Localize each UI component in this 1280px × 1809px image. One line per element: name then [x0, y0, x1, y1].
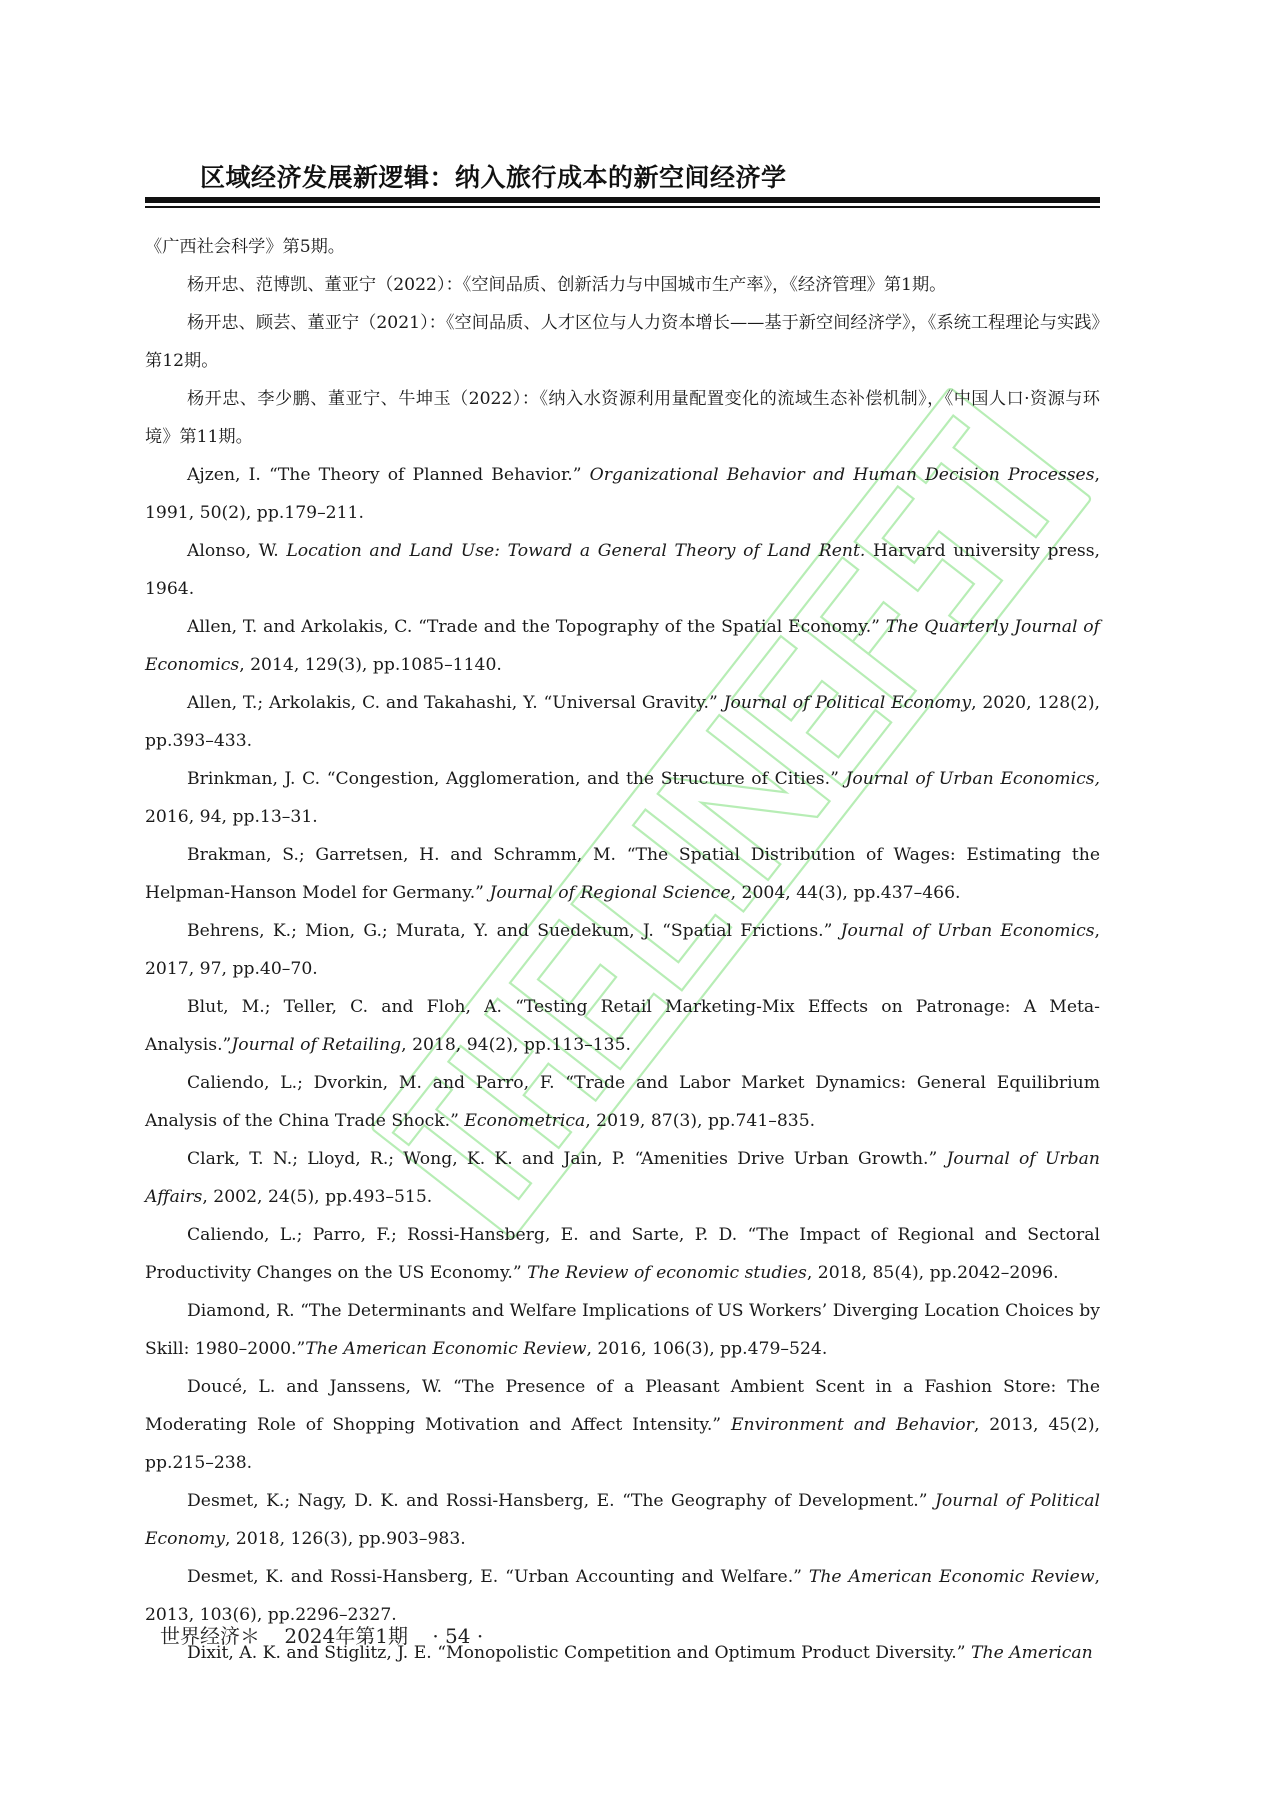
reference-entry [145, 456, 1100, 532]
reference-authors-title: Blut, M.; Teller, C. and Floh, A. “Testing Retail Marketing-Mix Effects on Patronage: A Meta-Analysis.” [145, 997, 1100, 1055]
reference-entry [145, 608, 1100, 684]
reference-authors-title: Desmet, K. and Rossi-Hansberg, E. “Urban Accounting and Welfare.” [187, 1567, 809, 1587]
reference-authors-title: Behrens, K.; Mion, G.; Murata, Y. and Suedekum, J. “Spatial Frictions.” [187, 921, 841, 941]
reference-entry [145, 684, 1100, 760]
reference-entry [145, 266, 1100, 304]
reference-source: Journal of Urban Economics, [845, 769, 1100, 789]
reference-details: , 2020, 128(2), pp.393–433. [145, 693, 1100, 751]
reference-entry [145, 532, 1100, 608]
reference-source: Journal of Regional Science [489, 883, 731, 903]
reference-source: The American [971, 1643, 1093, 1663]
reference-entry [145, 1216, 1100, 1292]
reference-authors-title: Alonso, W. [187, 541, 287, 561]
footer-page-number: · 54 · [432, 1624, 484, 1648]
reference-authors-title: Clark, T. N.; Lloyd, R.; Wong, K. K. and Jain, P. “Amenities Drive Urban Growth.” [187, 1149, 947, 1169]
reference-entry [145, 1064, 1100, 1140]
reference-authors-title: Caliendo, L.; Dvorkin, M. and Parro, F. “Trade and Labor Market Dynamics: General Equilibrium Analysis of the China Trade Shock.” [145, 1073, 1100, 1131]
reference-source: Journal of Retailing [231, 1035, 402, 1055]
reference-authors-title: Caliendo, L.; Parro, F.; Rossi-Hansberg, E. and Sarte, P. D. “The Impact of Regional and Sectoral Productivity Changes on the US Economy.” [145, 1225, 1100, 1283]
reference-list [145, 228, 1100, 1672]
reference-entry [145, 228, 1100, 266]
reference-source: Organizational Behavior and Human Decision Processes [589, 465, 1095, 485]
reference-authors-title: Desmet, K.; Nagy, D. K. and Rossi-Hansberg, E. “The Geography of Development.” [187, 1491, 936, 1511]
reference-details: , 2002, 24(5), pp.493–515. [202, 1187, 433, 1207]
reference-details: , 2019, 87(3), pp.741–835. [585, 1111, 816, 1131]
reference-source: Journal of Political Economy [145, 1491, 1100, 1549]
reference-source: Environment and Behavior [730, 1415, 974, 1435]
reference-entry [145, 304, 1100, 380]
reference-details: , 2018, 85(4), pp.2042–2096. [806, 1263, 1059, 1283]
reference-text: 杨开忠、李少鹏、董亚宁、牛坤玉（2022）：《纳入水资源利用量配置变化的流域生态补偿机制》，《中国人口·资源与环境》第11期。 [145, 389, 1100, 447]
reference-authors-title: Allen, T. and Arkolakis, C. “Trade and the Topography of the Spatial Economy.” [187, 617, 886, 637]
reference-details: , 2018, 94(2), pp.113–135. [401, 1035, 632, 1055]
reference-details: 2016, 94, pp.13–31. [145, 807, 318, 827]
reference-authors-title: Allen, T.; Arkolakis, C. and Takahashi, Y. “Universal Gravity.” [187, 693, 724, 713]
reference-details: , 2016, 106(3), pp.479–524. [586, 1339, 828, 1359]
page-footer [160, 1620, 501, 1649]
reference-details: , 2017, 97, pp.40–70. [145, 921, 1100, 979]
reference-text: 杨开忠、范博凯、董亚宁（2022）：《空间品质、创新活力与中国城市生产率》，《经济管理》第1期。 [187, 275, 947, 295]
reference-entry [145, 760, 1100, 836]
reference-authors-title: Ajzen, I. “The Theory of Planned Behavior.” [187, 465, 590, 485]
footer-issue: 2024年第1期 [284, 1624, 408, 1648]
reference-details: , 2013, 103(6), pp.2296–2327. [145, 1567, 1100, 1625]
reference-text: 杨开忠、顾芸、董亚宁（2021）：《空间品质、人才区位与人力资本增长——基于新空间经济学》，《系统工程理论与实践》第12期。 [145, 313, 1100, 371]
reference-entry [145, 912, 1100, 988]
reference-authors-title: Brakman, S.; Garretsen, H. and Schramm, M. “The Spatial Distribution of Wages: Estimating the Helpman-Hanson Model for Germany.” [145, 845, 1100, 903]
reference-entry [145, 836, 1100, 912]
reference-details: , 2014, 129(3), pp.1085–1140. [239, 655, 502, 675]
reference-details: , 1991, 50(2), pp.179–211. [145, 465, 1100, 523]
reference-entry [145, 1368, 1100, 1482]
reference-entry [145, 1292, 1100, 1368]
reference-source: The American Economic Review [305, 1339, 587, 1359]
reference-details: Harvard university press, 1964. [145, 541, 1101, 599]
reference-details: , 2018, 126(3), pp.903–983. [224, 1529, 466, 1549]
footer-journal: 世界经济＊ [160, 1624, 260, 1648]
reference-details: , 2013, 45(2), pp.215–238. [145, 1415, 1100, 1473]
reference-source: Journal of Urban Economics [840, 921, 1095, 941]
reference-entry [145, 380, 1100, 456]
reference-source: Journal of Political Economy [723, 693, 972, 713]
reference-source: The Quarterly Journal of Economics [145, 617, 1100, 675]
reference-source: The Review of economic studies [527, 1263, 807, 1283]
running-header-title: 区域经济发展新逻辑：纳入旅行成本的新空间经济学 [200, 163, 787, 192]
reference-source: Econometrica [464, 1111, 586, 1131]
reference-source: Location and Land Use: Toward a General Theory of Land Rent. [286, 541, 866, 561]
header-rule-thick [145, 197, 1100, 203]
reference-source: Journal of Urban Affairs [145, 1149, 1100, 1207]
reference-authors-title: Diamond, R. “The Determinants and Welfare Implications of US Workers’ Diverging Location Choices by Skill: 1980–2000.” [145, 1301, 1100, 1359]
reference-entry [145, 988, 1100, 1064]
header-rule-thin [145, 206, 1100, 208]
reference-authors-title: Doucé, L. and Janssens, W. “The Presence of a Pleasant Ambient Scent in a Fashion Store: The Moderating Role of Shopping Motivation and Affect Intensity.” [145, 1377, 1100, 1435]
reference-text: 《广西社会科学》第5期。 [145, 237, 345, 257]
reference-details: , 2004, 44(3), pp.437–466. [730, 883, 961, 903]
reference-source: The American Economic Review [808, 1567, 1095, 1587]
reference-authors-title: Brinkman, J. C. “Congestion, Agglomeration, and the Structure of Cities.” [187, 769, 846, 789]
reference-entry [145, 1482, 1100, 1558]
reference-entry [145, 1140, 1100, 1216]
reference-authors-title: Dixit, A. K. and Stiglitz, J. E. “Monopolistic Competition and Optimum Product Diversity.” [187, 1643, 972, 1663]
